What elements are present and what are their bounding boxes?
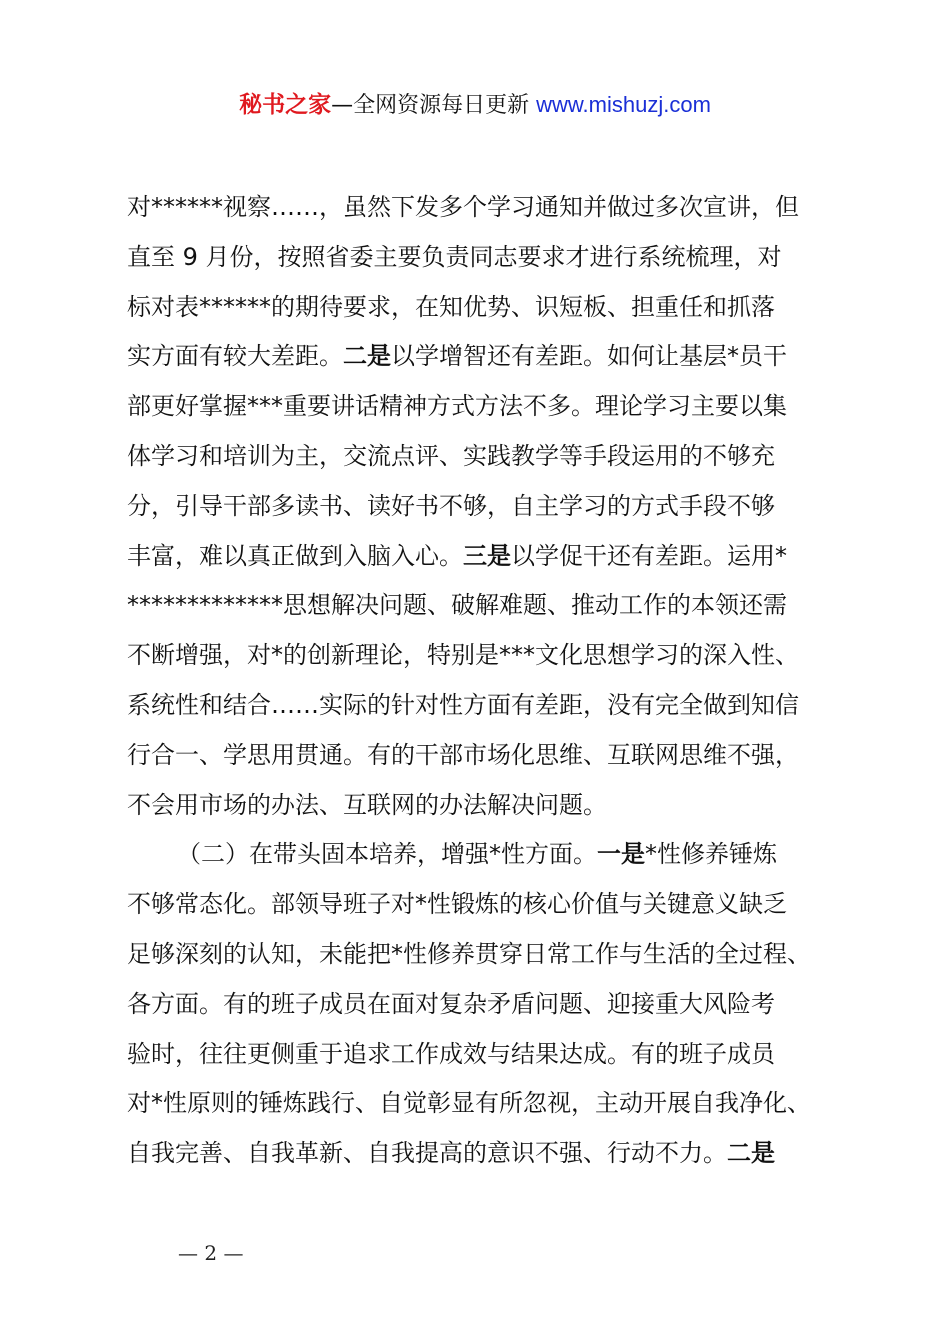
line-segment: 不断增强，对*的创新理论，特别是***文化思想学习的深入性、 [127,641,799,670]
line-segment: *性修养锤炼 [645,840,777,869]
text-line [127,432,857,482]
text-line [127,1079,857,1129]
line-segment: 体学习和培训为主，交流点评、实践教学等手段运用的不够充 [127,441,775,470]
text-line [127,233,857,283]
text-line [127,183,857,233]
text-line [127,332,857,382]
text-line [127,681,857,731]
document-body [127,183,857,1179]
page-number: — 2 — [178,1241,244,1265]
text-line [127,482,857,532]
text-line [127,781,857,831]
line-segment: 以学促干还有差距。运用* [511,541,787,570]
site-url-link[interactable]: www.mishuzj.com [536,92,711,117]
bold-marker: 二是 [727,1139,775,1168]
line-segment: 各方面。有的班子成员在面对复杂矛盾问题、迎接重大风险考 [127,989,775,1018]
line-segment: 丰富，难以真正做到入脑入心。 [127,541,463,570]
text-line [127,382,857,432]
line-segment: 对*性原则的锤炼践行、自觉彰显有所忽视，主动开展自我净化、 [127,1089,811,1118]
bold-marker: 二是 [343,342,391,371]
line-segment: 系统性和结合……实际的针对性方面有差距，没有完全做到知信 [127,690,799,719]
line-segment: 行合一、学思用贯通。有的干部市场化思维、互联网思维不强， [127,740,799,769]
site-brand: 秘书之家 [239,92,332,118]
bold-marker: 三是 [463,541,511,570]
line-segment: 自我完善、自我革新、自我提高的意识不强、行动不力。 [127,1139,727,1168]
line-segment: 部更好掌握***重要讲话精神方式方法不多。理论学习主要以集 [127,392,787,421]
text-line [127,880,857,930]
site-tagline: —全网资源每日更新 [331,93,537,118]
line-segment: 以学增智还有差距。如何让基层*员干 [391,342,787,371]
text-line [127,1129,857,1179]
text-line [127,581,857,631]
text-line [127,532,857,582]
text-line [127,980,857,1030]
text-line [127,930,857,980]
line-segment: 验时，往往更侧重于追求工作成效与结果达成。有的班子成员 [127,1039,775,1068]
bold-marker: 一是 [597,840,645,869]
text-line [127,283,857,333]
line-segment: 实方面有较大差距。 [127,342,343,371]
section-heading-line [127,830,857,880]
line-segment: （二）在带头固本培养，增强*性方面。 [177,840,597,869]
line-segment: 不会用市场的办法、互联网的办法解决问题。 [127,790,607,819]
text-line [127,631,857,681]
line-segment: *************思想解决问题、破解难题、推动工作的本领还需 [127,591,787,620]
text-line [127,1030,857,1080]
text-line [127,731,857,781]
line-segment: 直至 9 月份，按照省委主要负责同志要求才进行系统梳理，对 [127,242,782,271]
line-segment: 标对表******的期待要求，在知优势、识短板、担重任和抓落 [127,292,775,321]
line-segment: 分，引导干部多读书、读好书不够，自主学习的方式手段不够 [127,491,775,520]
page-header [0,88,950,123]
line-segment: 足够深刻的认知，未能把*性修养贯穿日常工作与生活的全过程、 [127,939,811,968]
line-segment: 不够常态化。部领导班子对*性锻炼的核心价值与关键意义缺乏 [127,890,787,919]
line-segment: 对******视察……，虽然下发多个学习通知并做过多次宣讲，但 [127,193,799,221]
